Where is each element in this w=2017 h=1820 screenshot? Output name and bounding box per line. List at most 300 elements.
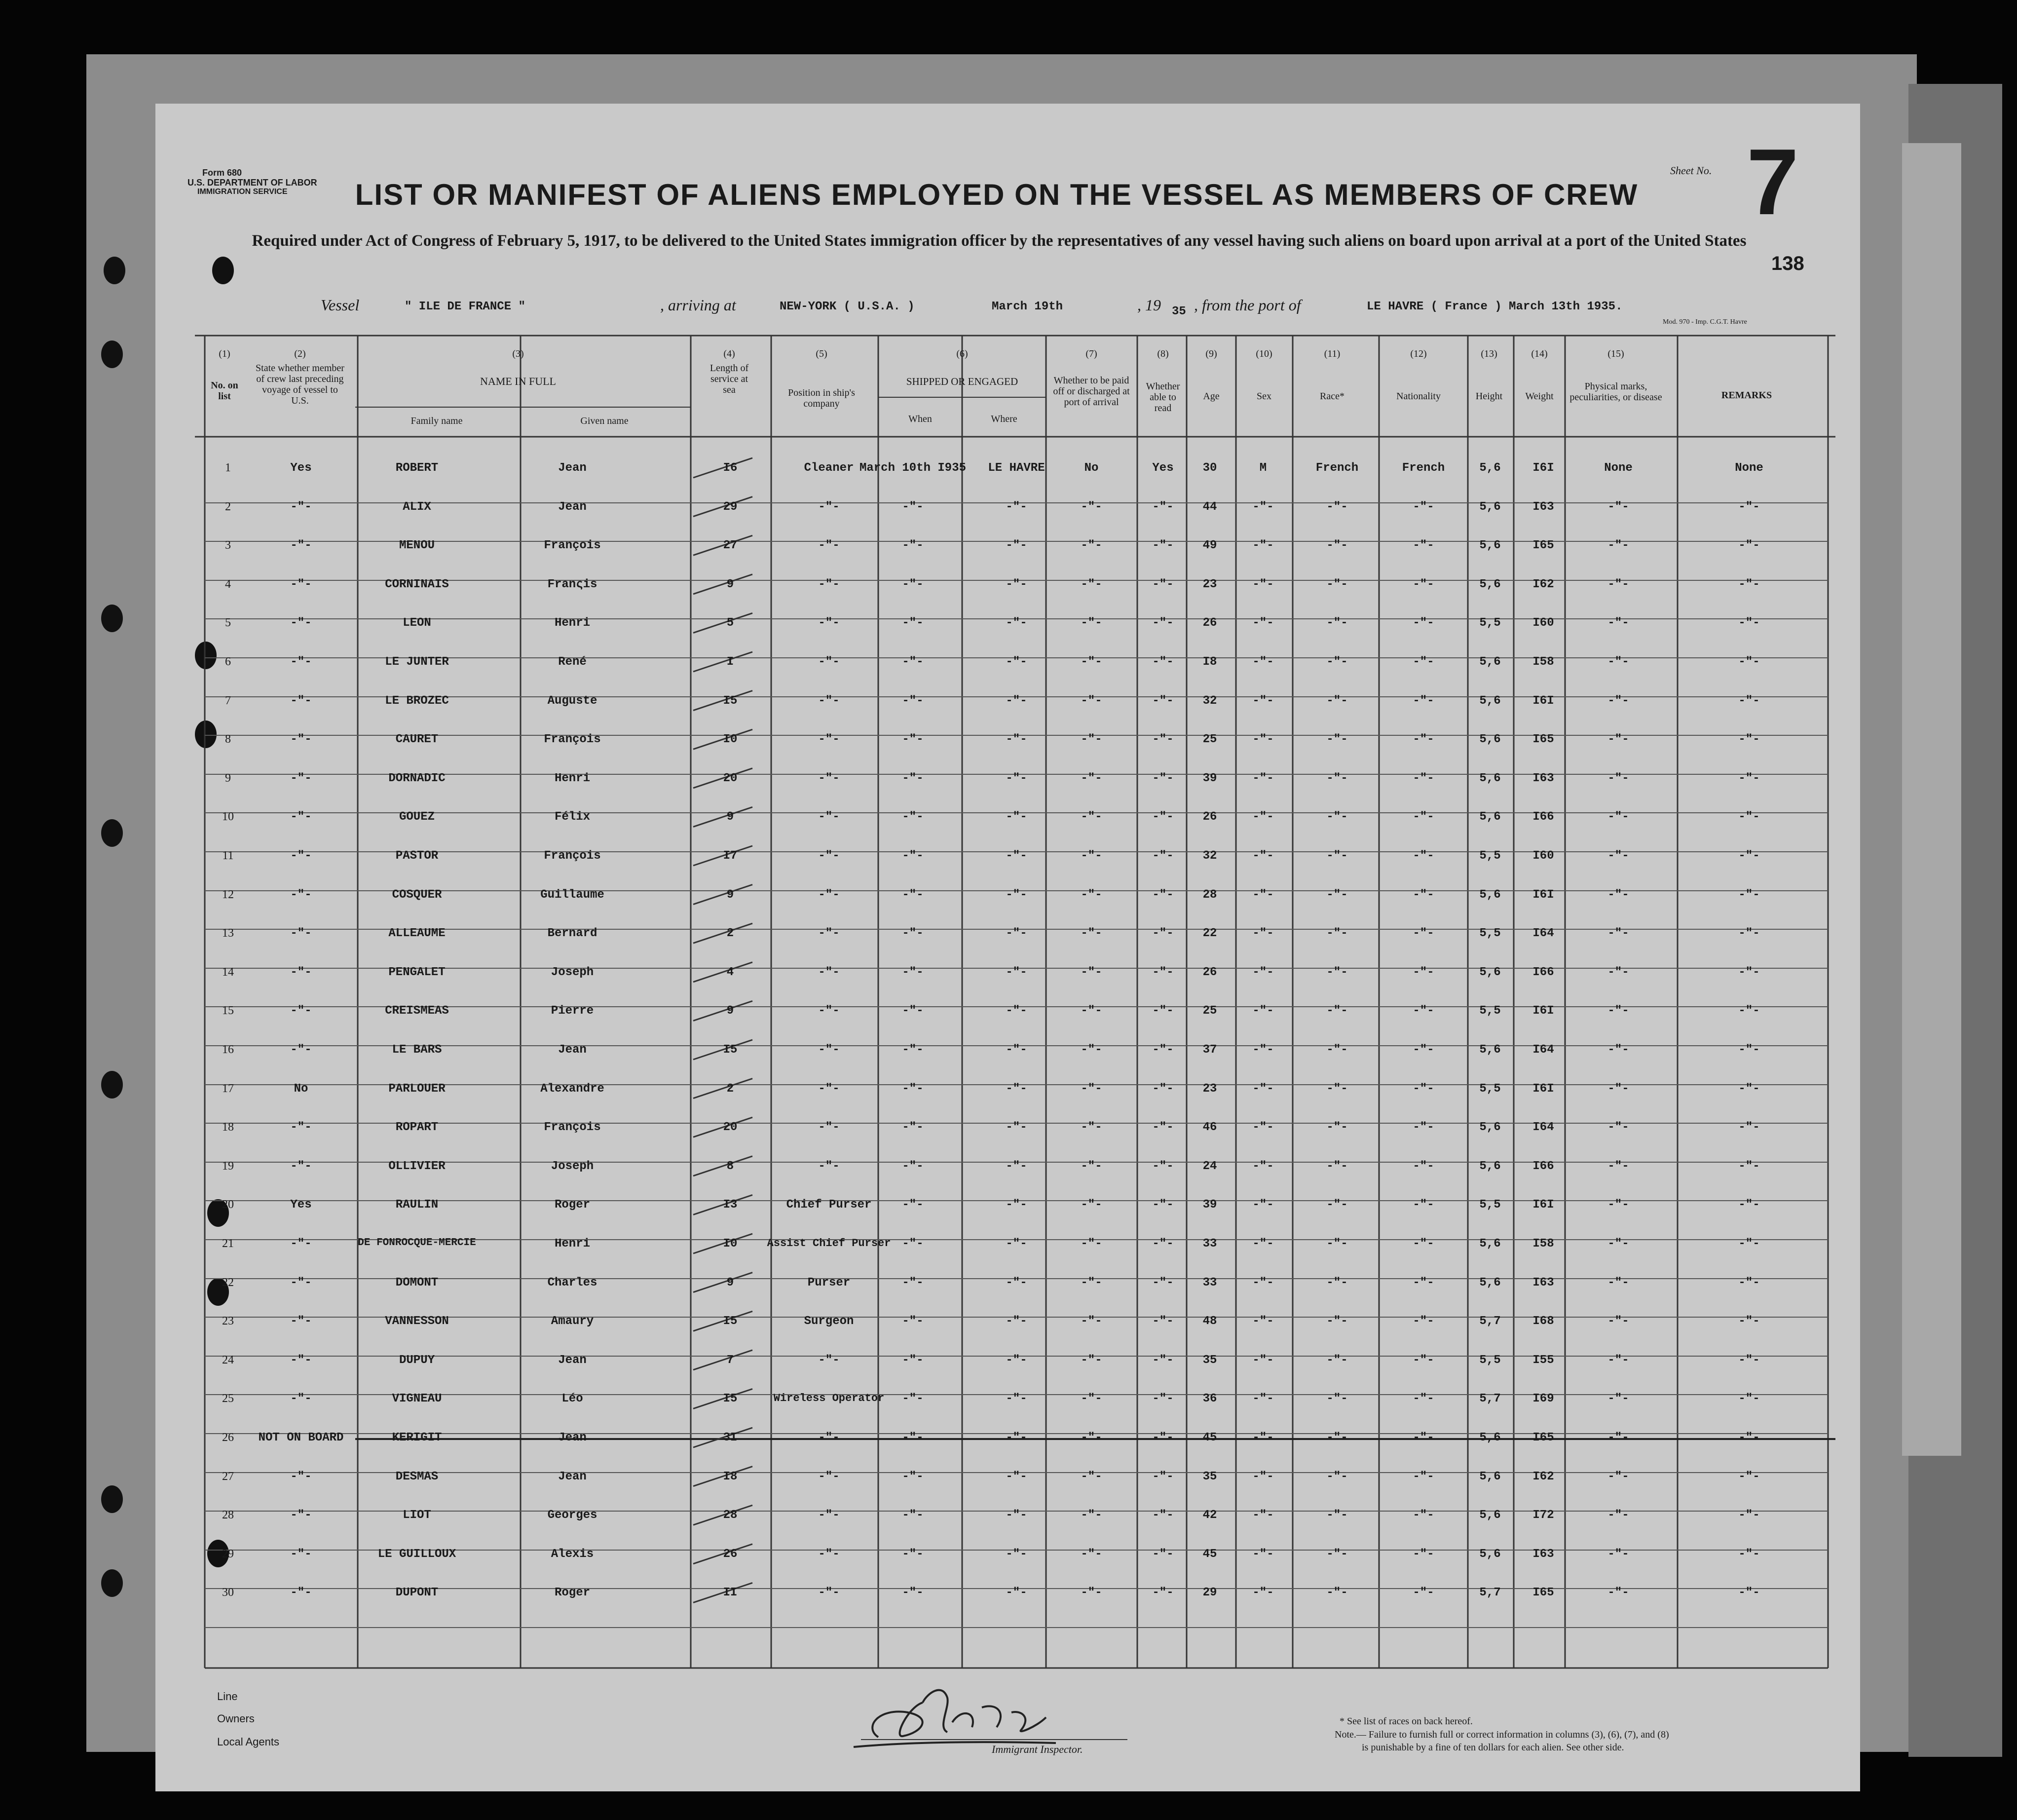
cell-remarks: -"-	[1738, 655, 1760, 669]
cell-family: LE JUNTER	[385, 655, 449, 669]
cell-read: -"-	[1152, 1392, 1174, 1406]
cell-position: Cleaner	[804, 461, 854, 475]
cell-age: 39	[1202, 771, 1217, 785]
cell-remarks: -"-	[1738, 1586, 1760, 1600]
cell-remarks: -"-	[1738, 771, 1760, 785]
cell-remarks: -"-	[1738, 1353, 1760, 1367]
cell-weight: I66	[1532, 810, 1554, 824]
cell-position: -"-	[818, 1547, 840, 1561]
cell-race: -"-	[1326, 733, 1348, 747]
cell-position: -"-	[818, 733, 840, 747]
cell-race: -"-	[1326, 1276, 1348, 1289]
col-header-name: NAME IN FULL	[480, 375, 556, 387]
cell-sex: -"-	[1252, 1431, 1274, 1444]
cell-nat: -"-	[1413, 1353, 1434, 1367]
cell-where: -"-	[1006, 1159, 1027, 1173]
cell-marks: -"-	[1607, 1547, 1629, 1561]
cell-marks: -"-	[1607, 888, 1629, 902]
form-number: Form 680	[202, 168, 242, 178]
cell-family: DOMONT	[395, 1276, 439, 1289]
cell-remarks: -"-	[1738, 1547, 1760, 1561]
cell-where: -"-	[1006, 1353, 1027, 1367]
cell-prev: -"-	[290, 1159, 312, 1173]
cell-race: -"-	[1326, 1470, 1348, 1483]
cell-height: 5,6	[1479, 810, 1501, 824]
cell-no: 30	[222, 1586, 234, 1599]
cell-nat: -"-	[1413, 1082, 1434, 1096]
cell-position: -"-	[818, 965, 840, 979]
cell-nat: -"-	[1413, 927, 1434, 941]
col-header-shipped: SHIPPED OR ENGAGED	[906, 376, 1018, 387]
col-num-15: (15)	[1607, 348, 1624, 359]
cell-no: 9	[225, 771, 231, 785]
cell-position: -"-	[818, 1043, 840, 1057]
cell-when: -"-	[902, 1547, 924, 1561]
col-header-remarks: REMARKS	[1721, 390, 1772, 401]
cell-height: 5,6	[1479, 733, 1501, 747]
cell-where: -"-	[1006, 1082, 1027, 1096]
cell-sex: -"-	[1252, 694, 1274, 708]
cell-height: 5,6	[1479, 965, 1501, 979]
cell-given: Guillaume	[540, 888, 604, 902]
cell-age: 42	[1202, 1509, 1217, 1522]
cell-service: 26	[723, 1547, 738, 1561]
cell-remarks: -"-	[1738, 694, 1760, 708]
cell-paid: -"-	[1081, 1586, 1102, 1600]
cell-prev: -"-	[290, 1121, 312, 1135]
cell-paid: -"-	[1081, 1315, 1102, 1328]
cell-prev: -"-	[290, 1547, 312, 1561]
cell-remarks: -"-	[1738, 616, 1760, 630]
cell-height: 5,7	[1479, 1392, 1501, 1406]
cell-prev: -"-	[290, 616, 312, 630]
cell-paid: -"-	[1081, 1082, 1102, 1096]
cell-age: 36	[1202, 1392, 1217, 1406]
col-num-13: (13)	[1481, 348, 1497, 359]
cell-height: 5,7	[1479, 1315, 1501, 1328]
cell-remarks: -"-	[1738, 1470, 1760, 1483]
cell-no: 15	[222, 1004, 234, 1018]
cell-marks: None	[1604, 461, 1633, 475]
cell-race: -"-	[1326, 1159, 1348, 1173]
cell-given: Amaury	[551, 1315, 594, 1328]
cell-no: 7	[225, 694, 231, 707]
cell-given: Roger	[554, 1586, 591, 1600]
cell-where: -"-	[1006, 1315, 1027, 1328]
cell-height: 5,6	[1479, 771, 1501, 785]
cell-service: 4	[726, 965, 734, 979]
cell-remarks: -"-	[1738, 888, 1760, 902]
cell-given: François	[544, 849, 601, 863]
cell-no: 8	[225, 733, 231, 746]
cell-family: KERIGIT	[392, 1431, 442, 1444]
cell-family: PARLOUER	[388, 1082, 446, 1096]
cell-paid: -"-	[1081, 1547, 1102, 1561]
cell-read: -"-	[1152, 1470, 1174, 1483]
cell-race: -"-	[1326, 888, 1348, 902]
cell-service: 29	[723, 500, 738, 514]
cell-remarks: -"-	[1738, 500, 1760, 514]
cell-race: -"-	[1326, 500, 1348, 514]
line-label: Line	[217, 1690, 238, 1703]
cell-weight: I58	[1532, 1237, 1554, 1251]
cell-remarks: -"-	[1738, 1159, 1760, 1173]
cell-paid: -"-	[1081, 1121, 1102, 1135]
cell-height: 5,5	[1479, 616, 1501, 630]
cell-nat: -"-	[1413, 1315, 1434, 1328]
cell-no: 24	[222, 1353, 234, 1366]
cell-race: French	[1315, 461, 1359, 475]
cell-height: 5,6	[1479, 1237, 1501, 1251]
cell-where: -"-	[1006, 771, 1027, 785]
cell-family: PENGALET	[388, 965, 446, 979]
cell-race: -"-	[1326, 1509, 1348, 1522]
cell-race: -"-	[1326, 1237, 1348, 1251]
cell-given: Georges	[547, 1509, 598, 1522]
col-header-position: Position in ship's company	[788, 387, 855, 409]
owners-label: Owners	[217, 1712, 255, 1725]
cell-weight: I65	[1532, 733, 1554, 747]
cell-weight: I66	[1532, 965, 1554, 979]
cell-paid: -"-	[1081, 927, 1102, 941]
cell-nat: -"-	[1413, 733, 1434, 747]
cell-service: 27	[723, 539, 738, 553]
cell-height: 5,5	[1479, 1198, 1501, 1212]
col-header-no: No. on list	[211, 380, 238, 402]
cell-nat: -"-	[1413, 1431, 1434, 1444]
cell-read: -"-	[1152, 1315, 1174, 1328]
cell-age: 48	[1202, 1315, 1217, 1328]
cell-given: Henri	[554, 771, 591, 785]
cell-height: 5,6	[1479, 888, 1501, 902]
cell-paid: -"-	[1081, 888, 1102, 902]
cell-when: March 10th I935	[859, 461, 967, 475]
cell-read: -"-	[1152, 810, 1174, 824]
cell-remarks: -"-	[1738, 1121, 1760, 1135]
cell-given: Alexis	[551, 1547, 594, 1561]
cell-family: DUPUY	[399, 1353, 435, 1367]
cell-no: 20	[222, 1198, 234, 1212]
cell-when: -"-	[902, 1043, 924, 1057]
cell-read: -"-	[1152, 1547, 1174, 1561]
cell-prev: Yes	[290, 1198, 312, 1212]
cell-nat: -"-	[1413, 500, 1434, 514]
cell-prev: -"-	[290, 1043, 312, 1057]
cell-paid: -"-	[1081, 694, 1102, 708]
cell-given: Pierre	[551, 1004, 594, 1018]
cell-where: -"-	[1006, 733, 1027, 747]
cell-when: -"-	[902, 1276, 924, 1289]
cell-sex: M	[1259, 461, 1267, 475]
cell-given: François	[544, 539, 601, 553]
cell-remarks: None	[1735, 461, 1763, 475]
cell-nat: -"-	[1413, 616, 1434, 630]
cell-age: 33	[1202, 1276, 1217, 1289]
cell-no: 17	[222, 1082, 234, 1095]
cell-read: -"-	[1152, 1237, 1174, 1251]
service: IMMIGRATION SERVICE	[197, 188, 288, 196]
cell-when: -"-	[902, 965, 924, 979]
cell-no: 13	[222, 927, 234, 940]
cell-prev: Yes	[290, 461, 312, 475]
cell-paid: -"-	[1081, 616, 1102, 630]
cell-marks: -"-	[1607, 1121, 1629, 1135]
cell-prev: -"-	[290, 927, 312, 941]
cell-prev: -"-	[290, 1392, 312, 1406]
cell-height: 5,6	[1479, 655, 1501, 669]
cell-sex: -"-	[1252, 1198, 1274, 1212]
cell-no: 4	[225, 577, 231, 591]
cell-remarks: -"-	[1738, 1392, 1760, 1406]
cell-where: -"-	[1006, 849, 1027, 863]
cell-service: I5	[723, 694, 738, 708]
cell-given: Joseph	[551, 1159, 594, 1173]
cell-when: -"-	[902, 616, 924, 630]
cell-paid: No	[1084, 461, 1099, 475]
cell-position: -"-	[818, 771, 840, 785]
cell-sex: -"-	[1252, 1121, 1274, 1135]
cell-where: -"-	[1006, 500, 1027, 514]
cell-remarks: -"-	[1738, 733, 1760, 747]
cell-where: -"-	[1006, 965, 1027, 979]
cell-marks: -"-	[1607, 1392, 1629, 1406]
cell-nat: -"-	[1413, 1043, 1434, 1057]
col-num-5: (5)	[816, 348, 827, 359]
cell-service: II	[723, 1586, 738, 1600]
cell-remarks: -"-	[1738, 810, 1760, 824]
cell-service: 9	[726, 1004, 734, 1018]
cell-position: -"-	[818, 1470, 840, 1483]
cell-read: Yes	[1152, 461, 1174, 475]
cell-weight: I64	[1532, 927, 1554, 941]
cell-nat: -"-	[1413, 1547, 1434, 1561]
cell-when: -"-	[902, 1353, 924, 1367]
cell-family: RAULIN	[395, 1198, 439, 1212]
vessel-label: Vessel	[321, 296, 360, 314]
cell-read: -"-	[1152, 616, 1174, 630]
cell-race: -"-	[1326, 1547, 1348, 1561]
cell-given: Roger	[554, 1198, 591, 1212]
cell-service: I3	[723, 1198, 738, 1212]
cell-when: -"-	[902, 500, 924, 514]
col-header-family-name: Family name	[411, 416, 463, 426]
col-num-12: (12)	[1410, 348, 1427, 359]
cell-nat: -"-	[1413, 1004, 1434, 1018]
cell-race: -"-	[1326, 1198, 1348, 1212]
cell-service: I6	[723, 461, 738, 475]
cell-weight: I60	[1532, 616, 1554, 630]
cell-read: -"-	[1152, 1004, 1174, 1018]
cell-when: -"-	[902, 1315, 924, 1328]
cell-where: -"-	[1006, 616, 1027, 630]
cell-race: -"-	[1326, 965, 1348, 979]
cell-paid: -"-	[1081, 849, 1102, 863]
cell-race: -"-	[1326, 1315, 1348, 1328]
cell-race: -"-	[1326, 1431, 1348, 1444]
col-num-3: (3)	[512, 348, 524, 359]
cell-prev: -"-	[290, 694, 312, 708]
cell-height: 5,6	[1479, 694, 1501, 708]
cell-position: -"-	[818, 616, 840, 630]
cell-marks: -"-	[1607, 1315, 1629, 1328]
cell-race: -"-	[1326, 1353, 1348, 1367]
cell-weight: I63	[1532, 1276, 1554, 1289]
cell-position: -"-	[818, 539, 840, 553]
cell-race: -"-	[1326, 849, 1348, 863]
cell-family: DUPONT	[395, 1586, 439, 1600]
cell-age: 35	[1202, 1353, 1217, 1367]
cell-sex: -"-	[1252, 1004, 1274, 1018]
cell-age: 33	[1202, 1237, 1217, 1251]
cell-no: 22	[222, 1276, 234, 1289]
cell-race: -"-	[1326, 1121, 1348, 1135]
cell-nat: -"-	[1413, 1509, 1434, 1522]
cell-position: -"-	[818, 694, 840, 708]
cell-position: -"-	[818, 888, 840, 902]
cell-nat: -"-	[1413, 1121, 1434, 1135]
cell-no: 21	[222, 1237, 234, 1250]
cell-position: -"-	[818, 1159, 840, 1173]
cell-read: -"-	[1152, 694, 1174, 708]
cell-read: -"-	[1152, 655, 1174, 669]
cell-read: -"-	[1152, 965, 1174, 979]
cell-sex: -"-	[1252, 888, 1274, 902]
cell-given: Auguste	[547, 694, 598, 708]
cell-age: 26	[1202, 810, 1217, 824]
cell-family: CREISMEAS	[385, 1004, 449, 1018]
cell-paid: -"-	[1081, 810, 1102, 824]
cell-service: 2	[726, 927, 734, 941]
cell-prev: -"-	[290, 771, 312, 785]
cell-nat: French	[1402, 461, 1445, 475]
cell-nat: -"-	[1413, 577, 1434, 591]
col-header-age: Age	[1203, 391, 1220, 402]
cell-position: -"-	[818, 1353, 840, 1367]
cell-paid: -"-	[1081, 965, 1102, 979]
cell-where: -"-	[1006, 1547, 1027, 1561]
cell-position: -"-	[818, 500, 840, 514]
cell-height: 5,6	[1479, 577, 1501, 591]
cell-age: 32	[1202, 849, 1217, 863]
cell-read: -"-	[1152, 849, 1174, 863]
cell-service: 2	[726, 1082, 734, 1096]
cell-where: -"-	[1006, 1392, 1027, 1406]
cell-service: 7	[726, 1353, 734, 1367]
cell-age: 29	[1202, 1586, 1217, 1600]
cell-given: Joseph	[551, 965, 594, 979]
cell-service: I	[726, 655, 734, 669]
cell-race: -"-	[1326, 1392, 1348, 1406]
cell-given: René	[558, 655, 587, 669]
cell-weight: I6I	[1532, 1004, 1554, 1018]
penalty-note-line-2: is punishable by a fine of ten dollars for each alien. See other side.	[1362, 1742, 1624, 1753]
cell-given: Jean	[558, 1043, 587, 1057]
cell-where: -"-	[1006, 1198, 1027, 1212]
cell-remarks: -"-	[1738, 577, 1760, 591]
cell-position: Surgeon	[804, 1315, 854, 1328]
cell-race: -"-	[1326, 655, 1348, 669]
cell-service: 9	[726, 888, 734, 902]
cell-marks: -"-	[1607, 1082, 1629, 1096]
cell-race: -"-	[1326, 577, 1348, 591]
cell-prev: -"-	[290, 1509, 312, 1522]
cell-service: 9	[726, 577, 734, 591]
cell-read: -"-	[1152, 577, 1174, 591]
cell-sex: -"-	[1252, 1043, 1274, 1057]
cell-service: 28	[723, 1509, 738, 1522]
cell-family: LE GUILLOUX	[377, 1547, 456, 1561]
cell-when: -"-	[902, 771, 924, 785]
cell-age: 26	[1202, 965, 1217, 979]
cell-paid: -"-	[1081, 539, 1102, 553]
col-num-8: (8)	[1157, 348, 1169, 359]
cell-sex: -"-	[1252, 927, 1274, 941]
cell-paid: -"-	[1081, 1431, 1102, 1444]
cell-prev: -"-	[290, 500, 312, 514]
cell-nat: -"-	[1413, 539, 1434, 553]
col-header-where: Where	[991, 414, 1017, 424]
cell-no: 29	[222, 1547, 234, 1560]
cell-paid: -"-	[1081, 655, 1102, 669]
cell-sex: -"-	[1252, 965, 1274, 979]
cell-prev: -"-	[290, 539, 312, 553]
col-header-paid-off: Whether to be paid off or discharged at port of arrival	[1053, 375, 1130, 408]
cell-marks: -"-	[1607, 810, 1629, 824]
cell-position: -"-	[818, 1509, 840, 1522]
cell-age: 24	[1202, 1159, 1217, 1173]
cell-weight: I68	[1532, 1315, 1554, 1328]
cell-when: -"-	[902, 577, 924, 591]
cell-family: DE FONROCQUE-MERCIE	[358, 1237, 476, 1249]
cell-sex: -"-	[1252, 733, 1274, 747]
cell-sex: -"-	[1252, 655, 1274, 669]
cell-race: -"-	[1326, 1004, 1348, 1018]
cell-marks: -"-	[1607, 500, 1629, 514]
cell-service: 9	[726, 1276, 734, 1289]
cell-age: 44	[1202, 500, 1217, 514]
cell-position: Wireless Operator	[773, 1392, 885, 1405]
cell-remarks: -"-	[1738, 539, 1760, 553]
page-subtitle: Required under Act of Congress of February 5, 1917, to be delivered to the United States immigration officer by the representatives of any vessel having such aliens on board upon arrival at a port of the United States	[252, 232, 1747, 250]
cell-family: PASTOR	[395, 849, 439, 863]
cell-marks: -"-	[1607, 694, 1629, 708]
cell-family: CORNINAIS	[385, 577, 449, 591]
cell-paid: -"-	[1081, 733, 1102, 747]
cell-service: 3I	[723, 1431, 738, 1444]
cell-where: -"-	[1006, 927, 1027, 941]
cell-when: -"-	[902, 694, 924, 708]
cell-no: 5	[225, 616, 231, 630]
cell-remarks: -"-	[1738, 965, 1760, 979]
col-num-1: (1)	[219, 348, 230, 359]
race-footnote: * See list of races on back hereof.	[1340, 1716, 1473, 1727]
cell-prev: -"-	[290, 655, 312, 669]
cell-age: 30	[1202, 461, 1217, 475]
cell-position: -"-	[818, 927, 840, 941]
cell-weight: I6I	[1532, 461, 1554, 475]
cell-weight: I6I	[1532, 1198, 1554, 1212]
cell-read: -"-	[1152, 1082, 1174, 1096]
cell-when: -"-	[902, 1159, 924, 1173]
col-header-weight: Weight	[1525, 391, 1554, 402]
col-header-previous-voyage: State whether member of crew last preceding voyage of vessel to U.S.	[256, 363, 344, 406]
cell-when: -"-	[902, 888, 924, 902]
vessel-name: " ILE DE FRANCE "	[405, 300, 525, 313]
cell-no: 18	[222, 1121, 234, 1134]
arriving-label: , arriving at	[660, 296, 736, 314]
cell-marks: -"-	[1607, 616, 1629, 630]
cell-given: Henri	[554, 616, 591, 630]
